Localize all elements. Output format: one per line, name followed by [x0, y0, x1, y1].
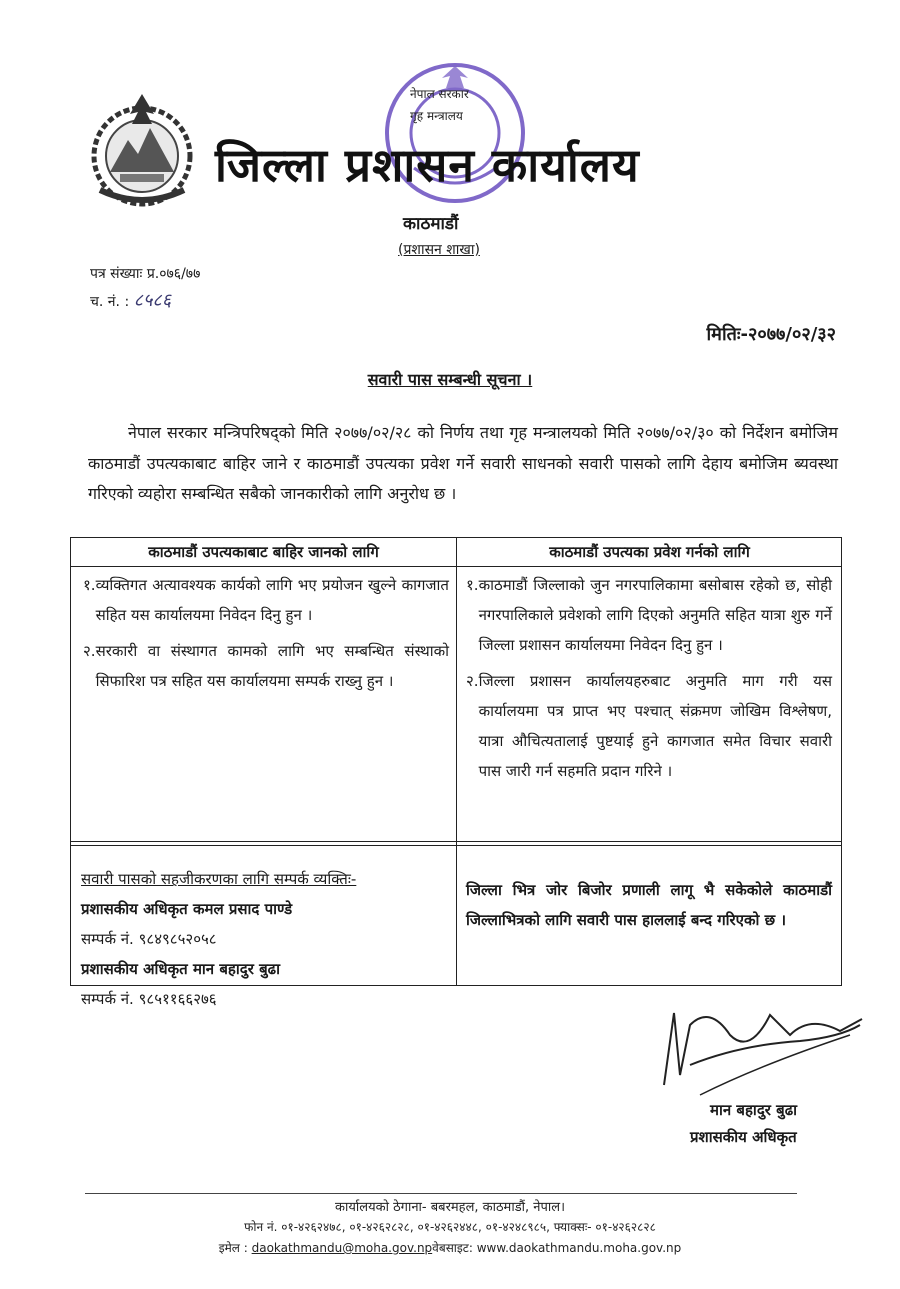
notice-body: नेपाल सरकार मन्त्रिपरिषद्को मिति २०७७/०२/२८ को निर्णय तथा गृह मन्त्रालयको मिति २०७७/०२/३० को निर्देशन बमोजिम काठमाडौं उपत्यकाबाट बाहिर जाने र काठमाडौं उपत्यका प्रवेश गर्ने सवारी साधनको सवारी पासको लागि देहाय बमोजिम ब्यवस्था गरिएको व्यहोरा सम्बन्धित सबैको जानकारीको लागि अनुरोध छ । [88, 423, 838, 503]
contact-name: प्रशासकीय अधिकृत कमल प्रसाद पाण्डे [81, 900, 293, 918]
item-text: व्यक्तिगत अत्यावश्यक कार्यको लागि भए प्रयोजन खुल्ने कागजात सहित यस कार्यालयमा निवेदन दिनु हुन । [95, 576, 449, 624]
contact-persons [81, 864, 449, 1014]
email-label: इमेल : [218, 1241, 248, 1255]
contact-phone: सम्पर्क नं. ९८५११६६२७६ [81, 990, 217, 1008]
table-divider [71, 841, 841, 842]
list-item [83, 570, 449, 630]
dispatch-number-value: ८५८६ [133, 290, 172, 311]
table-divider [71, 566, 841, 567]
list-item [466, 666, 832, 786]
nepal-emblem-icon [80, 92, 204, 210]
branch-name: (प्रशासन शाखा) [398, 242, 480, 258]
ministry-line: गृह मन्त्रालय [410, 109, 463, 123]
column-header-outbound: काठमाडौं उपत्यकाबाट बाहिर जानको लागि [148, 543, 379, 561]
footer-divider [85, 1193, 797, 1194]
notice-date: मितिः-२०७७/०२/३२ [706, 324, 836, 345]
item-text: जिल्ला प्रशासन कार्यालयहरुबाट अनुमति माग गरी यस कार्यालयमा पत्र प्राप्त भए पश्चात् संक्रमण जोखिम विश्लेषण, यात्रा औचित्यतालाई पुष्टयाई हुने कागजात समेत विचार सवारी पास जारी गर्न सहमति प्रदान गरिने । [478, 672, 832, 780]
list-item [83, 636, 449, 696]
column-header-inbound: काठमाडौं उपत्यका प्रवेश गर्नको लागि [549, 543, 750, 561]
dispatch-number [90, 288, 171, 312]
contact-heading: सवारी पासको सहजीकरणका लागि सम्पर्क व्यक्तिः- [81, 870, 357, 888]
instructions-table [70, 537, 842, 1008]
handwritten-signature [650, 995, 870, 1100]
signatory-title: प्रशासकीय अधिकृत [690, 1128, 797, 1146]
letter-number-value: प्र.०७६/७७ [146, 266, 201, 282]
website-label: वेबसाइट: [432, 1241, 473, 1255]
website-link[interactable]: www.daokathmandu.moha.gov.np [476, 1241, 682, 1255]
item-text: काठमाडौं जिल्लाको जुन नगरपालिकामा बसोबास रहेको छ, सोही नगरपालिकाले प्रवेशको लागि दिएको अनुमति सहित यात्रा शुरु गर्ने जिल्ला प्रशासन कार्यालयमा निवेदन दिनु हुन । [478, 576, 832, 654]
government-line: नेपाल सरकार [410, 87, 469, 101]
email-link[interactable]: daokathmandu@moha.gov.np [251, 1241, 433, 1255]
contact-name: प्रशासकीय अधिकृत मान बहादुर बुढा [81, 960, 280, 978]
contact-phone: सम्पर्क नं. ९८४९८५२०५८ [81, 930, 217, 948]
office-title: जिल्ला प्रशासन कार्यालय [215, 138, 640, 192]
odd-even-note: जिल्ला भित्र जोर बिजोर प्रणाली लागू भै सकेकोले काठमाडौं जिल्लाभित्रको लागि सवारी पास हाललाई बन्द गरिएको छ । [466, 881, 832, 929]
inbound-instructions [466, 570, 832, 786]
item-number: १. [466, 576, 479, 594]
item-number: १. [83, 576, 96, 594]
city-name: काठमाडौं [403, 214, 459, 234]
signatory-name: मान बहादुर बुढा [710, 1101, 798, 1119]
office-contacts [0, 1239, 900, 1256]
letter-number [90, 264, 200, 283]
letter-number-label: पत्र संख्याः [90, 266, 143, 282]
notice-subject: सवारी पास सम्बन्धी सूचना । [367, 370, 533, 389]
dispatch-number-label: च. नं. : [90, 294, 130, 310]
item-number: २. [83, 642, 96, 660]
list-item [466, 570, 832, 660]
office-address: कार्यालयको ठेगाना- बबरमहल, काठमाडौं, नेपाल। [335, 1200, 565, 1215]
outbound-instructions [83, 570, 449, 696]
item-number: २. [466, 672, 479, 690]
item-text: सरकारी वा संस्थागत कामको लागि भए सम्बन्धित संस्थाको सिफारिश पत्र सहित यस कार्यालयमा सम्पर्क राख्नु हुन । [95, 642, 449, 690]
table-divider [456, 538, 457, 985]
table-divider [71, 845, 841, 846]
office-phones: फोन नं. ०१-४२६२४७८, ०१-४२६२८२८, ०१-४२६२४४८, ०१-४२४८९८५, फ्याक्सः- ०१-४२६२८२८ [244, 1220, 656, 1234]
